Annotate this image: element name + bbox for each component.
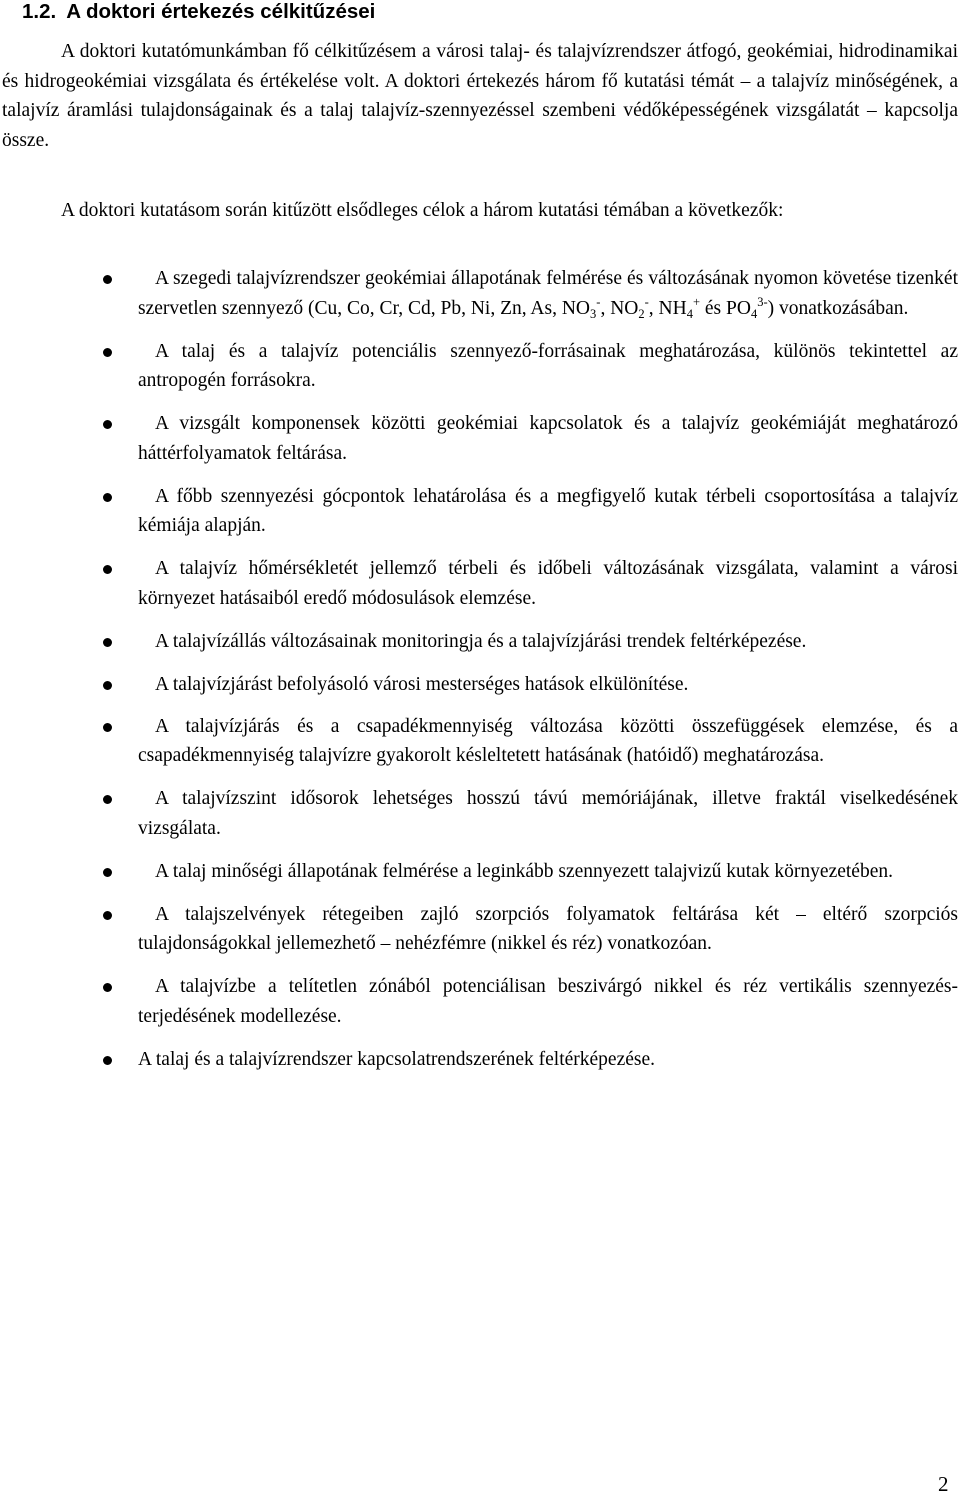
- list-item: [0, 900, 958, 959]
- list-item: [0, 784, 958, 843]
- page-number: 2: [938, 1472, 949, 1496]
- list-item-text: A talajvízszint idősorok lehetséges hosszú távú memóriájának, illetve fraktál viselkedésének vizsgálata.: [138, 788, 958, 839]
- list-item: [0, 627, 958, 657]
- list-item: [0, 482, 958, 541]
- list-item-text: A talajvízjárás és a csapadékmennyiség változása közötti összefüggések elemzése, és a csapadékmennyiség talajvízre gyakorolt késleltetett hatásának (hatóidő) meghatározása.: [138, 715, 958, 767]
- list-item-text: A talajszelvények rétegeiben zajló szorpciós folyamatok feltárása két – eltérő szorpciós tulajdonságokkal jellemezhető – nehézfémre (nikkel és réz) vonatkozóan.: [138, 903, 958, 955]
- bullet-icon: [103, 420, 112, 429]
- list-item: [0, 972, 958, 1031]
- list-item-text: A talaj minőségi állapotának felmérése a leginkább szennyezett talajvizű kutak környezetében.: [155, 860, 893, 882]
- list-item: [0, 264, 958, 323]
- list-item-text: A főbb szennyezési gócpontok lehatárolása és a megfigyelő kutak térbeli csoportosítása a talajvíz kémiája alapján.: [138, 485, 958, 537]
- list-item: [0, 857, 958, 887]
- list-item-text: A talaj és a talajvíz potenciális szennyező-forrásainak meghatározása, különös tekintettel az antropogén forrásokra.: [138, 340, 958, 392]
- list-item: [0, 1045, 958, 1075]
- list-item-text: A talajvíz hőmérsékletét jellemző térbeli és időbeli változásának vizsgálata, valamint a városi környezet hatásaiból eredő módosulások elemzése.: [138, 558, 958, 609]
- list-item: [0, 337, 958, 396]
- goals-intro-paragraph: A doktori kutatásom során kitűzött elsődleges célok a három kutatási témában a következők:: [61, 200, 784, 221]
- bullet-icon: [103, 795, 112, 804]
- list-item-text: A talajvízjárást befolyásoló városi mesterséges hatások elkülönítése.: [155, 674, 689, 696]
- list-item: [0, 554, 958, 613]
- section-heading: [22, 0, 375, 25]
- bullet-icon: [103, 638, 112, 647]
- list-item-text: A vizsgált komponensek közötti geokémiai kapcsolatok és a talajvíz geokémiáját meghatározó háttérfolyamatok feltárása.: [138, 413, 958, 464]
- bullet-icon: [103, 348, 112, 357]
- intro-paragraph: A doktori kutatómunkámban fő célkitűzésem a városi talaj- és talajvízrendszer átfogó, geokémiai, hidrodinamikai és hidrogeokémiai vizsgálata és értékelése volt. A doktori értekezés három fő kutatási témát – a talajvíz minőségének, a talajvíz áramlási tulajdonságainak és a talaj talajvíz-szennyezéssel szembeni védőképességének vizsgálatát – kapcsolja össze.: [2, 41, 958, 151]
- list-item: [0, 409, 958, 468]
- list-item-text: A talajvízállás változásainak monitoringja és a talajvízjárási trendek feltérképezése.: [155, 630, 807, 652]
- section-number: 1.2.: [22, 0, 57, 23]
- bullet-icon: [103, 911, 112, 920]
- bullet-icon: [103, 275, 112, 284]
- bullet-icon: [103, 1056, 112, 1065]
- list-item-text: A szegedi talajvízrendszer geokémiai állapotának felmérése és változásának nyomon követése tizenkét szervetlen szennyező (Cu, Co, Cr, Cd, Pb, Ni, Zn, As, $NO_3^-$, $NO_2^-$, $NH_4^+$ és $PO_4^{3-}$) vonatkozásában.: [138, 268, 958, 321]
- bullet-icon: [103, 681, 112, 690]
- goals-list: [0, 264, 960, 1088]
- list-item: [0, 670, 958, 700]
- bullet-icon: [103, 565, 112, 574]
- bullet-icon: [103, 723, 112, 732]
- bullet-icon: [103, 983, 112, 992]
- bullet-icon: [103, 493, 112, 502]
- section-title: A doktori értekezés célkitűzései: [66, 0, 376, 23]
- list-item-text: A talaj és a talajvízrendszer kapcsolatrendszerének feltérképezése.: [138, 1049, 656, 1071]
- bullet-icon: [103, 868, 112, 877]
- list-item-text: A talajvízbe a telítetlen zónából potenciálisan beszivárgó nikkel és réz vertikális szennyezés-terjedésének modellezése.: [138, 976, 958, 1027]
- list-item: [0, 712, 958, 771]
